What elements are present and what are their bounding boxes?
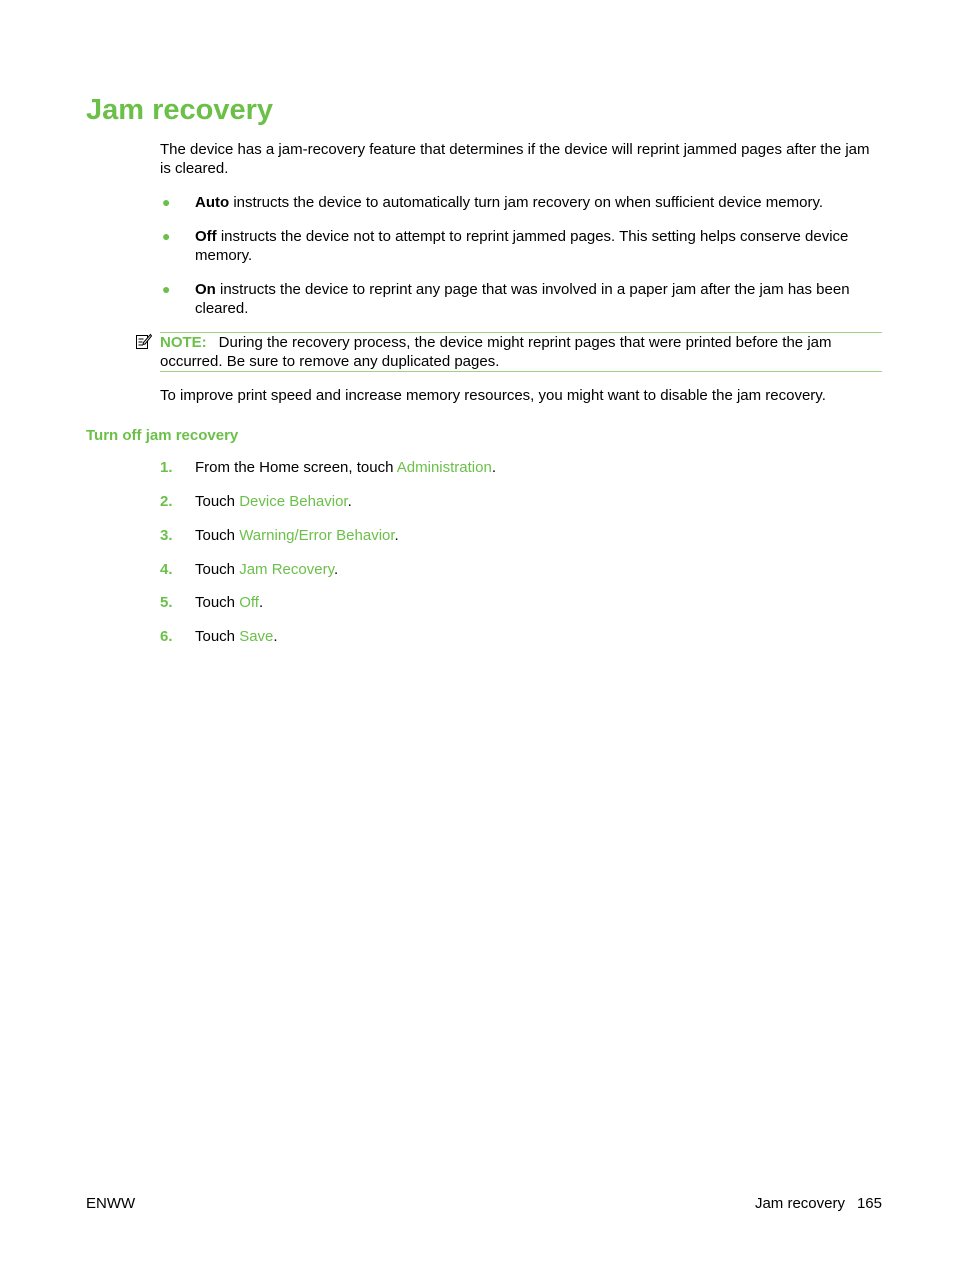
device-behavior-link[interactable]: Device Behavior <box>239 493 348 510</box>
save-link[interactable]: Save <box>239 628 274 645</box>
step-suffix: . <box>333 561 339 578</box>
bullet-description: instructs the device to automatically turn jam recovery on when sufficient device memory. <box>229 194 824 211</box>
bullet-description: instructs the device not to attempt to reprint jammed pages. This setting helps conserve device memory. <box>195 228 849 264</box>
step-number: 6. <box>160 628 173 645</box>
page-title: Jam recovery <box>86 94 274 126</box>
note-text: During the recovery process, the device might reprint pages that were printed before the jam occurred. Be sure to remove any duplicated pages. <box>160 334 832 370</box>
intro-paragraph: The device has a jam-recovery feature that determines if the device will reprint jammed pages after the jam is cleared. <box>160 141 870 177</box>
step-number: 2. <box>160 493 173 510</box>
step-prefix: Touch <box>195 594 240 611</box>
bullet-term: Off <box>195 228 217 245</box>
note-box <box>160 333 882 371</box>
step-6 <box>195 627 278 646</box>
bullet-auto <box>195 193 882 212</box>
bullet-term: On <box>195 281 216 298</box>
step-suffix: . <box>491 459 496 476</box>
step-suffix: . <box>394 527 399 544</box>
bullet-on <box>195 280 882 318</box>
step-prefix: Touch <box>195 561 240 578</box>
step-number: 1. <box>160 459 173 476</box>
off-link[interactable]: Off <box>239 594 259 611</box>
step-4 <box>195 560 338 579</box>
bullet-icon: ● <box>162 194 171 210</box>
step-number: 4. <box>160 561 173 578</box>
step-3 <box>195 526 399 545</box>
warning-error-behavior-link[interactable]: Warning/Error Behavior <box>239 527 395 544</box>
step-1 <box>195 458 496 477</box>
step-prefix: Touch <box>195 493 240 510</box>
step-2 <box>195 492 352 511</box>
step-number: 5. <box>160 594 173 611</box>
administration-link[interactable]: Administration <box>396 459 492 476</box>
footer-left: ENWW <box>86 1195 136 1212</box>
bullet-off <box>195 227 882 265</box>
step-prefix: Touch <box>195 628 240 645</box>
note-label: NOTE: <box>160 334 207 351</box>
footer-right <box>755 1194 882 1213</box>
step-prefix: From the Home screen, touch <box>195 459 397 476</box>
improve-paragraph: To improve print speed and increase memory resources, you might want to disable the jam recovery. <box>160 387 826 404</box>
note-pencil-icon <box>135 333 152 350</box>
bullet-term: Auto <box>195 194 230 211</box>
step-suffix: . <box>258 594 264 611</box>
bullet-description: instructs the device to reprint any page that was involved in a paper jam after the jam has been cleared. <box>195 281 850 317</box>
bullet-icon: ● <box>162 281 171 297</box>
page-number: 165 <box>856 1195 882 1212</box>
step-suffix: . <box>273 628 278 645</box>
jam-recovery-link[interactable]: Jam Recovery <box>239 561 334 578</box>
footer-section-name: Jam recovery <box>754 1195 845 1212</box>
step-number: 3. <box>160 527 173 544</box>
step-5 <box>195 593 263 612</box>
section-heading: Turn off jam recovery <box>86 427 239 444</box>
bullet-icon: ● <box>162 228 171 244</box>
note-divider-bottom <box>160 371 882 372</box>
step-suffix: . <box>347 493 352 510</box>
step-prefix: Touch <box>195 527 240 544</box>
